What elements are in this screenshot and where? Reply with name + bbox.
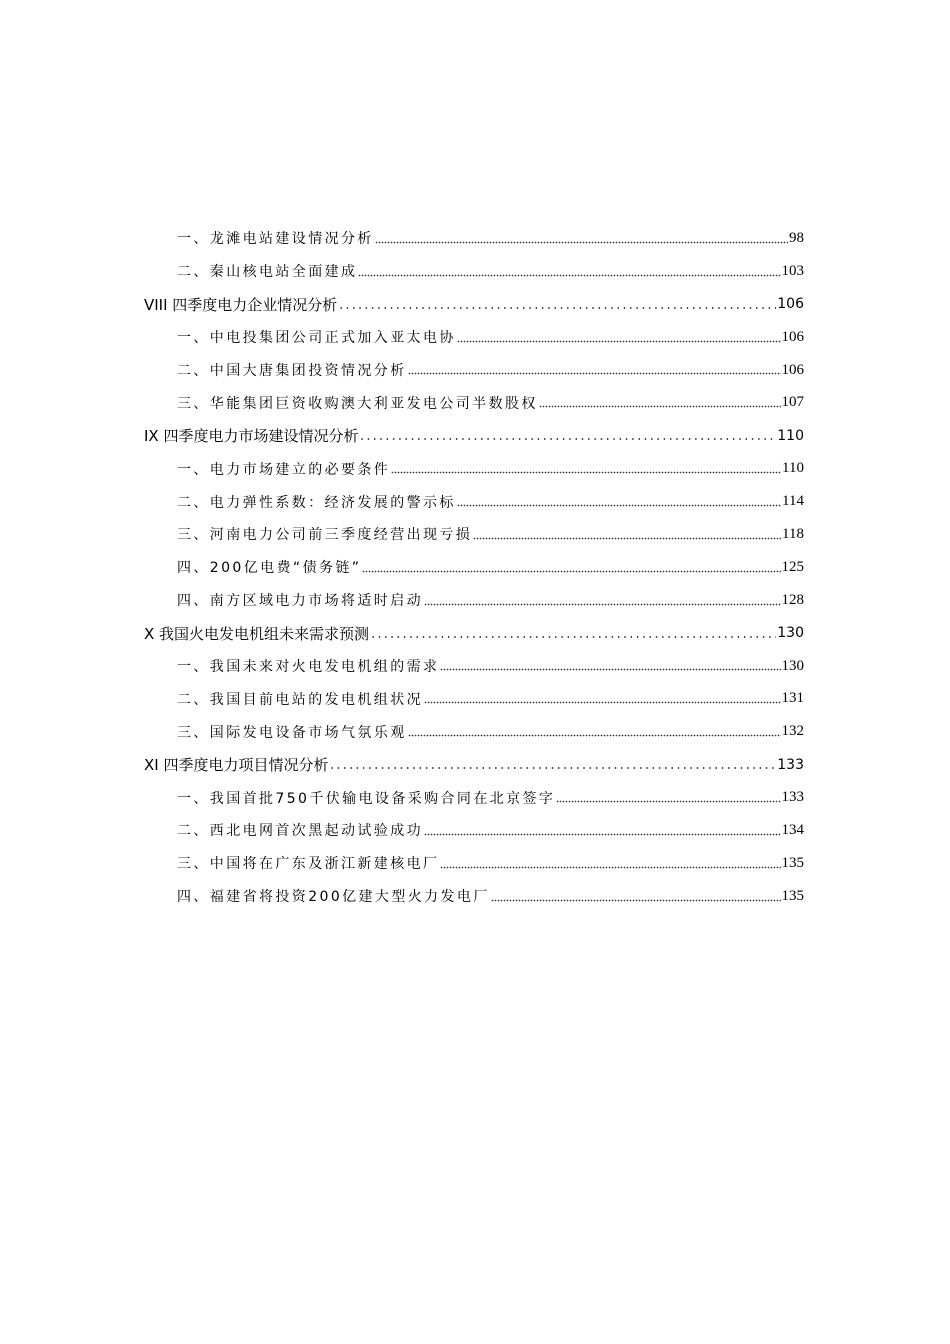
dot-leader — [539, 396, 781, 408]
toc-entry-page-number: 106 — [777, 296, 804, 313]
toc-entry-page-number: 132 — [781, 723, 804, 740]
toc-entry-title: 二、西北电网首次黑起动试验成功 — [177, 823, 423, 840]
toc-entry-title: 四、200亿电费“债务链” — [177, 560, 362, 577]
toc-chapter-title: VIII 四季度电力企业情况分析 — [144, 295, 338, 314]
dot-leader — [424, 692, 781, 704]
toc-entry-page-number: 128 — [781, 591, 804, 608]
toc-entry[interactable] — [0, 847, 950, 880]
toc-entry-title: 一、电力市场建立的必要条件 — [177, 461, 391, 478]
dot-leader — [391, 462, 781, 474]
toc-chapter-title: XI 四季度电力项目情况分析 — [144, 756, 329, 775]
dot-leader — [440, 659, 780, 671]
dot-leader — [424, 824, 781, 836]
dot-leader — [440, 857, 780, 869]
toc-entry-page-number: 133 — [777, 756, 804, 773]
toc-chapter-entry[interactable] — [0, 617, 950, 650]
toc-entry-title: 四、南方区域电力市场将适时启动 — [177, 593, 423, 610]
toc-entry[interactable] — [0, 452, 950, 485]
toc-entry-title: 二、中国大唐集团投资情况分析 — [177, 363, 407, 379]
toc-entry-page-number: 130 — [777, 625, 804, 642]
toc-entry[interactable] — [0, 321, 950, 354]
dot-leader — [408, 363, 781, 375]
toc-entry[interactable] — [0, 518, 950, 551]
toc-entry[interactable] — [0, 222, 950, 255]
toc-entry[interactable] — [0, 386, 950, 419]
toc-entry-title: 一、龙滩电站建设情况分析 — [177, 231, 374, 248]
dot-leader — [362, 561, 780, 573]
toc-entry-title: 三、华能集团巨资收购澳大利亚发电公司半数股权 — [177, 395, 538, 412]
toc-entry[interactable] — [0, 584, 950, 617]
dot-leader — [359, 429, 776, 441]
toc-entry-title: 二、电力弹性系数：经济发展的警示标 — [177, 494, 456, 511]
toc-entry-page-number: 110 — [777, 427, 804, 444]
toc-entry-page-number: 118 — [782, 525, 804, 542]
toc-entry-page-number: 135 — [781, 854, 804, 871]
dot-leader — [473, 528, 781, 540]
dot-leader — [556, 791, 780, 803]
dot-leader — [358, 265, 780, 277]
toc-entry-page-number: 98 — [789, 229, 804, 246]
toc-entry-title: 一、我国未来对火电发电机组的需求 — [177, 659, 440, 676]
toc-entry-page-number: 131 — [781, 690, 804, 707]
toc-entry[interactable] — [0, 880, 950, 913]
dot-leader — [338, 298, 776, 310]
dot-leader — [424, 594, 781, 606]
toc-entry-page-number: 114 — [782, 493, 804, 510]
dot-leader — [408, 725, 781, 737]
toc-entry-page-number: 107 — [781, 394, 804, 411]
toc-entry-page-number: 106 — [781, 328, 804, 345]
table-of-contents — [0, 222, 950, 913]
toc-entry-title: 二、我国目前电站的发电机组状况 — [177, 691, 423, 708]
toc-chapter-entry[interactable] — [0, 419, 950, 452]
toc-entry-page-number: 110 — [782, 460, 804, 477]
toc-entry-title: 四、福建省将投资200亿建大型火力发电厂 — [177, 889, 490, 906]
toc-entry[interactable] — [0, 715, 950, 748]
toc-chapter-entry[interactable] — [0, 288, 950, 321]
toc-entry-page-number: 103 — [781, 262, 804, 279]
dot-leader — [329, 758, 776, 770]
toc-entry-title: 一、我国首批750千伏输电设备采购合同在北京签字 — [177, 790, 556, 807]
toc-chapter-title: IX 四季度电力市场建设情况分析 — [144, 427, 359, 446]
toc-chapter-entry[interactable] — [0, 748, 950, 781]
toc-entry[interactable] — [0, 354, 950, 387]
toc-entry[interactable] — [0, 650, 950, 683]
toc-entry[interactable] — [0, 485, 950, 518]
toc-entry[interactable] — [0, 682, 950, 715]
toc-entry-title: 三、河南电力公司前三季度经营出现亏损 — [177, 527, 473, 544]
toc-entry[interactable] — [0, 781, 950, 814]
dot-leader — [370, 627, 776, 639]
dot-leader — [375, 232, 788, 244]
toc-chapter-title: X 我国火电发电机组未来需求预测 — [144, 624, 370, 643]
toc-entry-title: 三、国际发电设备市场气氛乐观 — [177, 724, 407, 741]
toc-entry-page-number: 135 — [781, 887, 804, 904]
toc-entry[interactable] — [0, 551, 950, 584]
toc-entry-page-number: 134 — [781, 821, 804, 838]
dot-leader — [491, 890, 781, 902]
toc-entry[interactable] — [0, 814, 950, 847]
dot-leader — [457, 495, 781, 507]
dot-leader — [457, 331, 781, 343]
toc-entry-page-number: 125 — [781, 558, 804, 575]
toc-entry-page-number: 133 — [781, 789, 804, 806]
toc-entry-title: 二、秦山核电站全面建成 — [177, 264, 358, 281]
toc-entry-title: 一、中电投集团公司正式加入亚太电协 — [177, 330, 456, 347]
toc-entry-page-number: 130 — [781, 657, 804, 674]
toc-entry[interactable] — [0, 255, 950, 288]
toc-entry-page-number: 106 — [781, 361, 804, 378]
toc-entry-title: 三、中国将在广东及浙江新建核电厂 — [177, 856, 440, 873]
